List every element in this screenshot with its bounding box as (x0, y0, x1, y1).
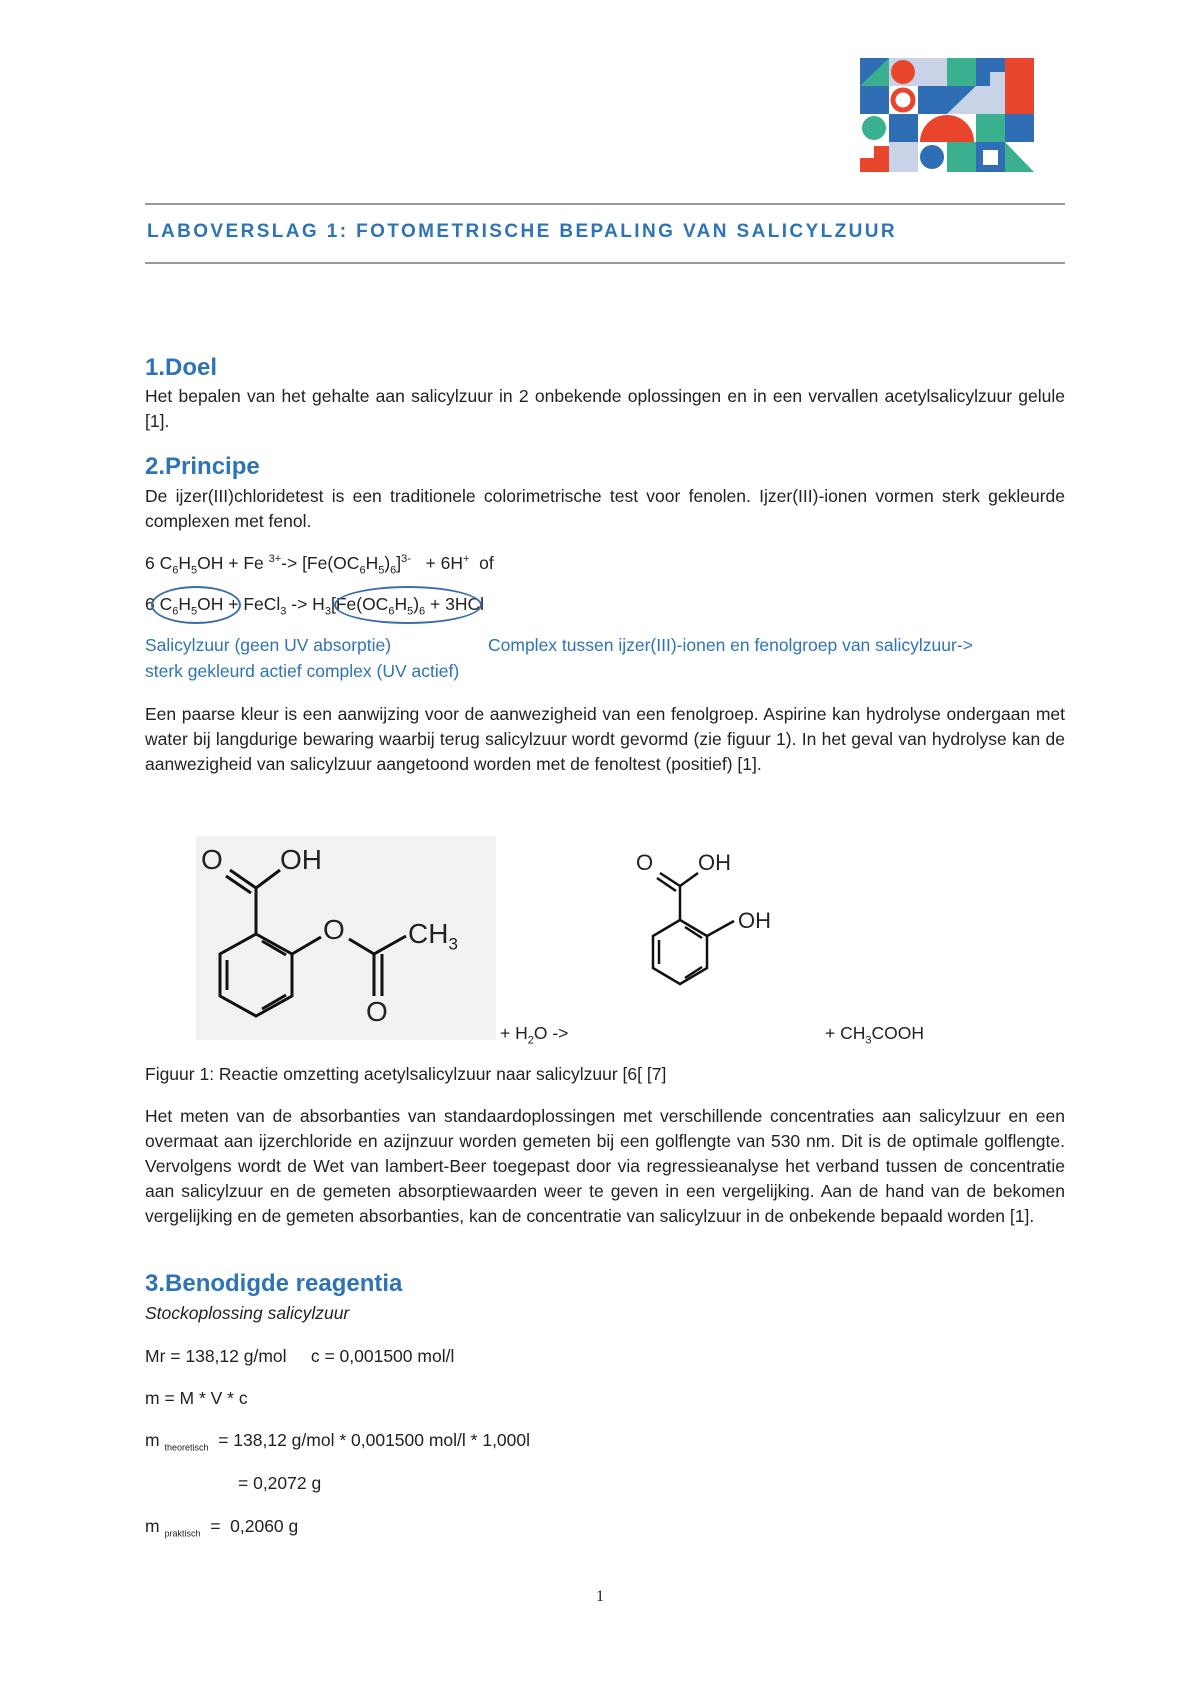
label-o-ester: O (323, 914, 345, 945)
label-o-carbonyl: O (201, 844, 223, 875)
m-theoretisch-line: m $_{theoretisch}$ = 138,12 g/mol * 0,001500 mol/l * 1,000l (145, 1430, 531, 1453)
label-oh-acid: OH (698, 850, 731, 875)
label-ch3: $CH_3$ (408, 918, 458, 954)
principe-paragraph-2: Een paarse kleur is een aanwijzing voor de aanwezigheid van een fenolgroep. Aspirine kan hydrolyse ondergaan met water bij langdurige bewaring waarbij terug salicylzuur wordt gevormd (zie figuur 1). In het geval van hydrolyse kan de aanwezigheid van salicylzuur aangetoond worden met de fenoltest (positief) [1]. (145, 704, 1065, 774)
label-oh-phenol: OH (738, 908, 771, 933)
annotation-complex-line2: sterk gekleurd actief complex (UV actief) (145, 661, 460, 681)
reagentia-subheading: Stockoplossing salicylzuur (145, 1303, 350, 1323)
title-rule (145, 262, 1065, 264)
highlight-ellipse-phenol (151, 586, 241, 624)
logo-graphic (860, 58, 1034, 172)
section-heading-reagentia: 3.Benodigde reagentia (145, 1270, 403, 1297)
structure-acetylsalicylzuur (196, 836, 496, 1040)
figure-caption: Figuur 1: Reactie omzetting acetylsalicylzuur naar salicylzuur [6[ [7] (145, 1064, 667, 1084)
doel-text: Het bepalen van het gehalte aan salicylzuur in 2 onbekende oplossingen en in een vervallen acetylsalicylzuur gelule [1]. (145, 386, 1065, 431)
label-oh: OH (280, 844, 322, 875)
formula-line: m = M * V * c (145, 1388, 248, 1408)
equation-1: 6 $C_6H_5OH + Fe$ $^{3+}-> [Fe(OC_6H_5)_6]^{3-} + 6H^+$ of (145, 553, 494, 577)
annotation-salicylzuur: Salicylzuur (geen UV absorptie) (145, 635, 392, 655)
highlight-ellipse-complex (334, 586, 482, 624)
document-title: LABOVERSLAG 1: FOTOMETRISCHE BEPALING VAN SALICYLZUUR (147, 221, 897, 242)
section-heading-principe: 2.Principe (145, 453, 260, 480)
structure-salicylzuur (630, 846, 790, 1006)
logo (860, 58, 1034, 172)
label-o: O (636, 850, 654, 875)
annotation-complex: Complex tussen ijzer(III)-ionen en fenolgroep van salicylzuur-> (488, 635, 973, 655)
m-theoretisch-result: = 0,2072 g (238, 1473, 322, 1493)
label-o-acetyl: O (366, 996, 388, 1027)
principe-intro: De ijzer(III)chloridetest is een traditionele colorimetrische test voor fenolen. Ijzer(III)-ionen vormen sterk gekleurde complexen met fenol. (145, 486, 1065, 531)
figure-plus-water: + $H_2O$ -> (500, 1023, 569, 1047)
section-heading-doel: 1.Doel (145, 354, 218, 381)
top-rule (145, 203, 1065, 205)
equation-2: 6 $C_6H_5OH$ + FeCl$_3$ -> $H_3[Fe(OC_6H_5)_6 + 3HCl$ (145, 594, 485, 618)
molar-mass-line: Mr = 138,12 g/mol c = 0,001500 mol/l (145, 1346, 455, 1366)
m-praktisch-line: m $_{praktisch}$ = 0,2060 g (145, 1516, 299, 1539)
principe-paragraph-3: Het meten van de absorbanties van standaardoplossingen met verschillende concentraties aan salicylzuur en een overmaat aan ijzerchloride en azijnzuur worden gemeten bij een golflengte van 530 nm. Dit is de optimale golflengte. Vervolgens wordt de Wet van lambert-Beer toegepast door via regressieanalyse het verband tussen de concentratie aan salicylzuur en de gemeten absorptiewaarden weer te geven in een vergelijking. Aan de hand van de bekomen vergelijking en de gemeten absorbanties, kan de concentratie van salicylzuur in de onbekende bepaald worden [1]. (145, 1106, 1065, 1226)
page-number: 1 (596, 1588, 604, 1605)
figure-plus-acetic: + $CH_3COOH$ (825, 1023, 924, 1047)
